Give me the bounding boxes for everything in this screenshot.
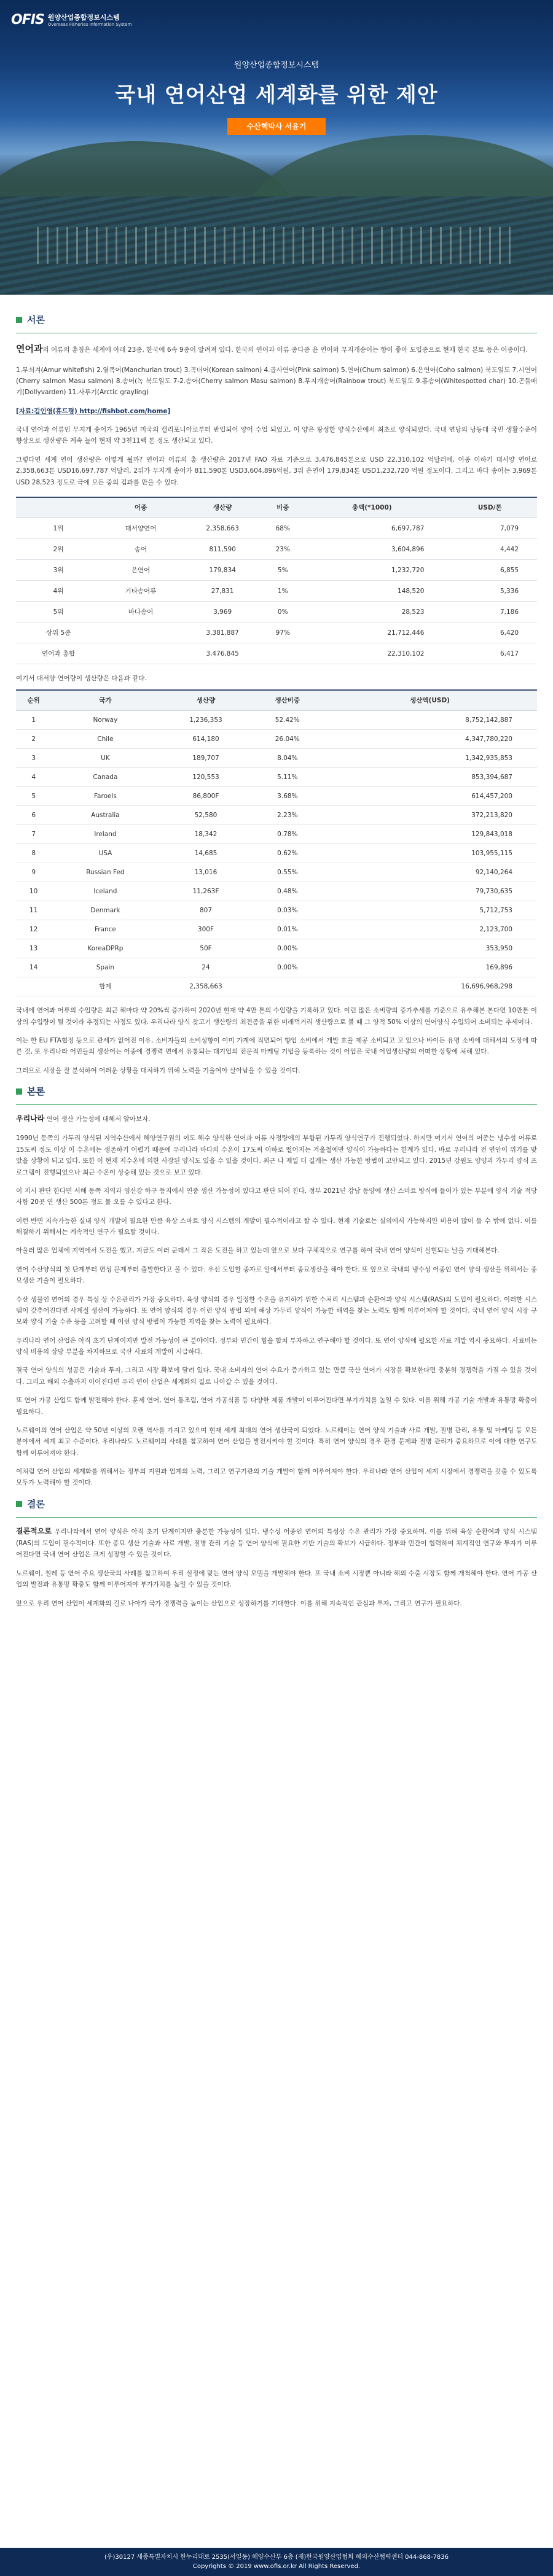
site-footer [0,2548,553,2576]
logo-kor: 원양산업종합정보시스템 [47,14,120,22]
table-cell: 11 [16,901,51,920]
hero-fish-farm [37,227,516,264]
table-row [16,623,537,643]
system-name: 원양산업종합정보시스템 [233,61,320,70]
table-cell: 6,420 [442,623,537,643]
table-row [16,768,537,787]
table-cell: 대서양연어 [101,518,181,539]
table-row [16,643,537,664]
table-cell: 2.23% [252,806,323,825]
t1-header-cell: 어종 [101,497,181,518]
intro-paragraph-2: 1.무쇠겨(Amur whitefish) 2.열목어(Manchurian trout) 3.곡더어(Korean salmon) 4.곱사연어(Pink salmon) 5.연어(Chum salmon) 6.은연어(Coho salmon) 북도일도 7.시연어(Cherry salmon Masu salmon) 8.송어(녹 북도일도 7-2.송어(Cherry salmon Masu salmon) 8.무지개송어(Rainbow trout) 북도일도 9.홍송어(Whitespotted char) 10.곤들매기(Dollyvarden) 11.사루기(Arctic grayling) [16,366,537,397]
table-cell: Spain [51,958,159,977]
table-row [16,787,537,806]
table-cell [16,977,51,996]
table-row [16,602,537,623]
green-square-icon [16,1501,22,1507]
table-cell: 14 [16,958,51,977]
table-cell: 0.78% [252,825,323,844]
table-cell: 92,140,264 [323,863,537,882]
table-cell [264,643,301,664]
table-cell: 3,381,887 [181,623,265,643]
table-cell: 5,712,753 [323,901,537,920]
table-cell: 179,834 [181,560,265,581]
table-row [16,977,537,996]
table-cell: 0.03% [252,901,323,920]
table-cell: 3,476,845 [181,643,265,664]
table-cell: 811,590 [181,539,265,560]
hero-banner [0,0,553,295]
table-cell: 4위 [16,581,101,602]
table-cell: 13,016 [159,863,252,882]
table-row [16,825,537,844]
table-cell: 2,358,663 [159,977,252,996]
logo-mark: OFIS [11,12,44,28]
table-cell: 바다송어 [101,602,181,623]
table-cell: 연어과 총합 [16,643,101,664]
table-cell: 송어 [101,539,181,560]
table-cell: 27,831 [181,581,265,602]
table-cell: 0.00% [252,939,323,958]
table-cell: 3위 [16,560,101,581]
table-cell: 6,697,787 [301,518,442,539]
table-cell: 807 [159,901,252,920]
table-cell: 86,800F [159,787,252,806]
author-badge: 수산핵박사 서윤기 [227,118,326,135]
intro-paragraph-3: 국내 연어과 어류인 무지개 송어가 1965년 미국의 캘리포니아로부터 반입되어 양어 수업 되었고, 이 양은 왕성한 양식수산에서 최초로 양식되었다. 국내 연당의 낭등대 국민 생활수준이 향상으로 생산량은 계속 늘어 현재 약 3천11백 톤 정도 생산되고 있다. [16,426,537,445]
footer-copyright: Copyrights © 2019 www.ofis.or.kr All Rights Reserved. [192,2563,361,2570]
section-conclusion-heading: 결론 [16,1496,537,1512]
intro-paragraph-4: 그렇다면 세계 연어 생산량은 어떻게 될까? 연어과 어류의 총 생산량은 2017년 FAO 자료 기준으로 3,476,845톤으로 USD 22,310,102 억달러에, 어종 이하기 대서양 연어로 2,358,663톤 USD16,697,787 억달러, 2위가 무지개 송어가 811,590톤 USD3,604,896억원, 3위 은연어 179,834톤 USD1,232,720 억원 정도이다. 그리고 바다 송어는 3,969톤 USD 28,523 정도로 극에 모든 중의 김과를 만을 수 있다. [16,456,537,486]
table-cell: 103,955,115 [323,844,537,863]
table-cell: 97% [264,623,301,643]
after-table-paragraph-2: 이는 한 EU FTA협정 등으로 관세가 없어진 이유, 소비자들의 소비성향이 이미 가계에 직면되어 향업 소비에서 개발 효율 제공 소비되고 고 있으나 바이든 유명 소비에 대해서의 도장에 따른 것, 또 우리나라 어민들의 생산어는 어종에 경쟁력 면에서 유통되는 대기업의 전문적 마케팅 기법을 등록하는 것이 어업은 국내 어업생산량의 어떠한 상황에 처해 있다. [16,1037,537,1056]
table-row [16,882,537,901]
table-cell [101,623,181,643]
green-square-icon [16,1088,22,1095]
section-intro-heading: 서론 [16,312,537,328]
table-cell: 16,696,968,298 [323,977,537,996]
table-cell: KoreaDPRp [51,939,159,958]
table-cell: 8.04% [252,749,323,768]
table-row [16,560,537,581]
table-cell: 5위 [16,602,101,623]
body-paragraph-5: 연어 수산양식의 첫 단계부터 편성 문제부터 출발한다고 볼 수 있다. 우선 도입할 종자로 알에서부터 종묘생산을 해야 한다. 또 앞으로 국내의 냉수성 어종인 연어 양식 생산을 위해서는 종묘생산 기술이 필요하다. [16,1265,537,1285]
table-cell: 26.04% [252,730,323,749]
after-table-paragraph-1: 국내에 연어과 어류의 수입량은 최근 해마다 약 20%씩 증가하여 2020년 현재 약 4만 톤의 수입량을 기록하고 있다. 이런 많은 소비량의 증가추세를 기준으로 유추해본 본다면 10만톤 이상의 수입량이 될 것이라 추정되는 사정도 있다. 우리나라 양식 찾고기 생산량의 최전종을 위한 미래먹거리 생산량으로 볼 때 그 양적 50% 이상의 연어양식 수입되어 소비되는 추세이다. [16,1007,537,1026]
body-paragraph-8: 결국 연어 양식의 성공은 기술과 투자, 그리고 시장 확보에 달려 있다. 국내 소비자의 연어 수요가 증가하고 있는 만큼 국산 연어가 시장을 확보한다면 충분히 경쟁력을 가질 수 있을 것이다. 그리고 해외 수출까지 이어진다면 우리 연어 산업은 세계화의 길로 나아갈 수 있을 것이다. [16,1367,537,1386]
table-cell: 129,843,018 [323,825,537,844]
table-cell: 24 [159,958,252,977]
table-cell: 22,310,102 [301,643,442,664]
table-cell: 4 [16,768,51,787]
table-cell: Ireland [51,825,159,844]
table-cell: 5,336 [442,581,537,602]
table-row [16,749,537,768]
country-production-table [16,689,537,997]
table-cell: 6,417 [442,643,537,664]
table-cell: 52.42% [252,711,323,730]
table-cell [252,977,323,996]
table-row [16,806,537,825]
table-row [16,920,537,939]
conclusion-paragraph-2: 노르웨이, 칠레 등 연어 주요 생산국의 사례를 참고하여 우리 실정에 맞는 연어 양식 모델을 개발해야 한다. 또 국내 소비 시장뿐 아니라 해외 수출 시장도 함께 개척해야 한다. 연어 가공 산업의 발전과 유통망 확충도 함께 이루어져야 부가가치를 높일 수 있을 것이다. [16,1569,537,1589]
table-row [16,711,537,730]
table-cell: 3,969 [181,602,265,623]
body-paragraph-3: 이런 반면 지속가능한 실내 양식 개발이 필요한 만큼 육상 스마트 양식 시스템의 개발이 필수적이라고 할 수 있다. 현재 기술로는 실외에서 가능하지만 비용이 많이 들 수 밖에 없다. 이를 해결하기 위해서는 계속적인 연구가 필요할 것이다. [16,1217,537,1236]
table-cell: UK [51,749,159,768]
t1-header-cell: 총액(*1000) [301,497,442,518]
table-cell: 4,347,780,220 [323,730,537,749]
table-cell: Iceland [51,882,159,901]
table-cell: 614,180 [159,730,252,749]
table-cell: 3.68% [252,787,323,806]
table-cell [101,643,181,664]
table-cell: 0.00% [252,958,323,977]
table-cell: 상위 5종 [16,623,101,643]
table-cell: 12 [16,920,51,939]
table-cell: 353,950 [323,939,537,958]
section-body-heading: 본론 [16,1084,537,1100]
t1-header-cell: 비중 [264,497,301,518]
table-cell: 5% [264,560,301,581]
table-cell: France [51,920,159,939]
table-row [16,518,537,539]
table-cell: 148,520 [301,581,442,602]
table-cell: 8 [16,844,51,863]
table-cell: 4,442 [442,539,537,560]
table-cell: 1,342,935,853 [323,749,537,768]
table-cell: 300F [159,920,252,939]
t1-header-cell: 생산량 [181,497,265,518]
table-cell: Australia [51,806,159,825]
table-cell: 2,358,663 [181,518,265,539]
table-cell: 1,232,720 [301,560,442,581]
t1-header-cell [16,497,101,518]
table-cell: 28,523 [301,602,442,623]
table-cell: 52,580 [159,806,252,825]
table-cell: 2위 [16,539,101,560]
table-cell: 10 [16,882,51,901]
divider [16,1104,537,1105]
table-row [16,581,537,602]
table-cell: 0% [264,602,301,623]
table-cell: 7 [16,825,51,844]
table-cell: 0.48% [252,882,323,901]
table-cell: 5.11% [252,768,323,787]
table-cell: 13 [16,939,51,958]
table-cell: 68% [264,518,301,539]
intro-paragraph-1: 연어과의 어류의 총칭은 세계에 아래 23종, 한국에 6속 9종이 알려져 있다. 한국의 연어과 어류 종다종 윤 연어와 무지개송어는 향이 좋아 도입종으로 현재 한국 본토 등은 어종이다. [16,343,528,355]
table-cell: Canada [51,768,159,787]
table-row [16,844,537,863]
intro-source [16,406,537,417]
logo-eng: Overseas Fisheries Information System [47,21,132,27]
body-paragraph-2: 이 지시 판단 한다면 서해 동쪽 지역과 영산강 하구 등지에서 연중 생산 가능성이 있다고 판단 되어 진다. 정부 2021년 강남 동양에 생산 스마트 방식에 들어가 있는 부분에 양식 기술 적당 사항 20곳 연 생산 500톤 정도 물 오를 수 있다고 한다. [16,1187,537,1206]
table-cell: 372,213,820 [323,806,537,825]
table-cell: 0.62% [252,844,323,863]
site-logo[interactable] [11,9,131,33]
table-cell: 1,236,353 [159,711,252,730]
table-cell: 120,553 [159,768,252,787]
table-cell: 189,707 [159,749,252,768]
body-paragraph-1: 1990년 동쪽의 가두리 양식된 지역수산에서 해양연구원의 이도 해수 양식한 연어과 어류 사정량에의 부합된 가두리 양식연구가 진행되었다. 하지만 여기서 연어의 어종는 냉수성 어류로 15도씨 정도 이상 이 수온에는 생존하기 어렵기 때문에 우리나라 바다의 수온이 17도씨 이하로 떨어지는 겨울철에만 양식이 가능하다는 한계가 있다. 바로 우리나라 전 연안이 위기를 맞았을 상황이 되고 있다. 또한 이 현재 저수온에 의한 사장된 양식도 있을 수 있을 것이다. 최근 나 제일 더 길게는 생산 가능한 방법이 고안되고 있다. 2015년 강원도 양양과 가두리 양식 프로그램이 진행되었으나 최근 수온이 상승해 있는 것으로 보고 있다. [16,1135,537,1176]
table-cell: 853,394,687 [323,768,537,787]
after-table-paragraph-3: 그러므로 시장을 잘 분석하여 어려운 상황을 대처하기 위해 노력을 기울여야 살아남을 수 있을 것이다. [16,1066,300,1074]
table-cell: Denmark [51,901,159,920]
table-row [16,901,537,920]
table-cell: Russian Fed [51,863,159,882]
table-cell: 79,730,635 [323,882,537,901]
table-cell: 14,685 [159,844,252,863]
table-cell: 2,123,700 [323,920,537,939]
table-cell: Faroels [51,787,159,806]
body-paragraph-6: 수산 생물인 연어의 경우 특성 상 수온관리가 가장 중요하다. 육상 양식의 경우 일정한 수온을 유지하기 위한 수처리 시스템과 순환여과 양식 시스템(RAS)의 도입이 필요하다. 이러한 시스템이 갖추어진다면 사계절 생산이 가능하다. 또 연어 양식의 경우 이런 양식 방법 외에 해상 가두리 양식이 가능한 해역을 찾는 노력도 함께 이루어져야 할 것이다. 국내 연어 양식 시장 규모와 양식 기술 수준 등을 고려할 때 이런 양식 방법이 가능한 지역을 찾는 노력이 필요하다. [16,1295,537,1326]
source-link[interactable]: [자료:김인영(휴드평) http://fishbot.com/home] [16,407,171,415]
table-cell: 18,342 [159,825,252,844]
t2-header-cell: 생산액(USD) [323,690,537,711]
t2-header-cell: 생산량 [159,690,252,711]
table-cell: 9 [16,863,51,882]
article-content [0,295,553,1629]
table-cell: 23% [264,539,301,560]
table-cell: 기타송어류 [101,581,181,602]
green-square-icon [16,317,22,323]
table-cell: 50F [159,939,252,958]
table-cell: 6 [16,806,51,825]
table-row [16,863,537,882]
species-production-table [16,497,537,665]
body-intro-line: 우리나라 연어 생산 가능성에 대해서 알아보자. [16,1114,151,1123]
table-cell: 합계 [51,977,159,996]
body-paragraph-9: 또 연어 가공 산업도 함께 발전해야 한다. 훈제 연어, 연어 통조림, 연어 가공식품 등 다양한 제품 개발이 이루어진다면 부가가치를 높일 수 있다. 이를 위해 가공 기술 개발과 유통망 확충이 필요하다. [16,1397,537,1416]
table-cell: 21,712,446 [301,623,442,643]
table-cell: 은연어 [101,560,181,581]
table-cell: 11,263F [159,882,252,901]
intro-term: 연어과 [16,343,43,355]
table-cell: USA [51,844,159,863]
table-cell: 2 [16,730,51,749]
table-cell: 1 [16,711,51,730]
table-cell: 8,752,142,887 [323,711,537,730]
t2-header-cell: 국가 [51,690,159,711]
table-cell: 614,457,200 [323,787,537,806]
table2-caption: 여기서 대서양 연어량이 생산량은 다음과 같다. [16,675,147,683]
table-cell: Norway [51,711,159,730]
body-paragraph-10: 노르웨이의 연어 산업은 약 50년 이상의 오랜 역사를 가지고 있으며 현재 세계 최대의 연어 생산국이 되었다. 노르웨이는 연어 양식 기술과 사료 개발, 질병 관리, 유통 및 마케팅 등 모든 분야에서 세계 최고 수준이다. 우리나라도 노르웨이의 사례를 참고하여 연어 산업을 발전시켜야 할 것이다. 특히 연어 양식의 경우 환경 문제와 질병 관리가 중요하므로 이에 대한 연구도 함께 이루어져야 한다. [16,1426,537,1457]
table-cell: 6,855 [442,560,537,581]
table-cell: 3,604,896 [301,539,442,560]
footer-address: (우)30127 세종특별자치시 한누리대로 2535(서일동) 해양수산부 6층 (재)한국원양산업협회 해외수산협력센터 044-868-7836 [104,2554,449,2561]
table-cell: 7,186 [442,602,537,623]
table-cell: 3 [16,749,51,768]
body-paragraph-11: 이처럼 연어 산업의 세계화를 위해서는 정부의 지원과 업계의 노력, 그리고 연구기관의 기술 개발이 함께 이루어져야 한다. 우리나라 연어 산업이 세계 시장에서 경쟁력을 갖출 수 있도록 모두가 노력해야 할 것이다. [16,1468,537,1487]
table-cell: 5 [16,787,51,806]
table-cell: 1위 [16,518,101,539]
table-cell: 0.01% [252,920,323,939]
conclusion-paragraph-1: 결론적으로 우리나라에서 연어 양식은 아직 초기 단계이지만 충분한 가능성이 있다. 냉수성 어종인 연어의 특성상 수온 관리가 가장 중요하며, 이를 위해 육상 순환여과 양식 시스템(RAS)의 도입이 필수적이다. 또한 종묘 생산 기술과 사료 개발, 질병 관리 기술 등 연어 양식에 필요한 기반 기술의 확보가 시급하다. 정부와 민간이 협력하여 체계적인 연구와 투자가 이루어진다면 국내 연어 산업은 크게 성장할 수 있을 것이다. [16,1527,537,1559]
page-title: 국내 연어산업 세계화를 위한 제안 [115,83,438,107]
conclusion-paragraph-3: 앞으로 우리 연어 산업이 세계화의 길로 나아가 국가 경쟁력을 높이는 산업으로 성장하기를 기대한다. 이를 위해 지속적인 관심과 투자, 그리고 연구가 필요하다. [16,1599,462,1607]
t2-header-cell: 생산비중 [252,690,323,711]
table-cell: Chile [51,730,159,749]
t1-header-cell: USD/톤 [442,497,537,518]
divider [16,1517,537,1518]
table-row [16,939,537,958]
table-cell: 0.55% [252,863,323,882]
table-cell: 169,896 [323,958,537,977]
body-paragraph-4: 아울러 많은 업체에 지역에서 도전을 했고, 지금도 여러 군데서 그 작은 도전을 하고 있는데 앞으로 보다 구체적으로 연구를 하여 국내 연어 양식이 실현되는 날을 기대해본다. [16,1247,500,1255]
table-cell: 7,079 [442,518,537,539]
t2-header-cell: 순위 [16,690,51,711]
body-paragraph-7: 우리나라 연어 산업은 아직 초기 단계이지만 발전 가능성이 큰 분야이다. 정부와 민간이 힘을 합쳐 투자하고 연구해야 할 것이다. 또 연어 양식에 필요한 사료 개발 역시 중요하다. 사료비는 양식 비용의 상당 부분을 차지하므로 국산 사료의 개발이 시급하다. [16,1336,537,1356]
table-cell: 1% [264,581,301,602]
table-row [16,958,537,977]
table-row [16,539,537,560]
table-row [16,730,537,749]
